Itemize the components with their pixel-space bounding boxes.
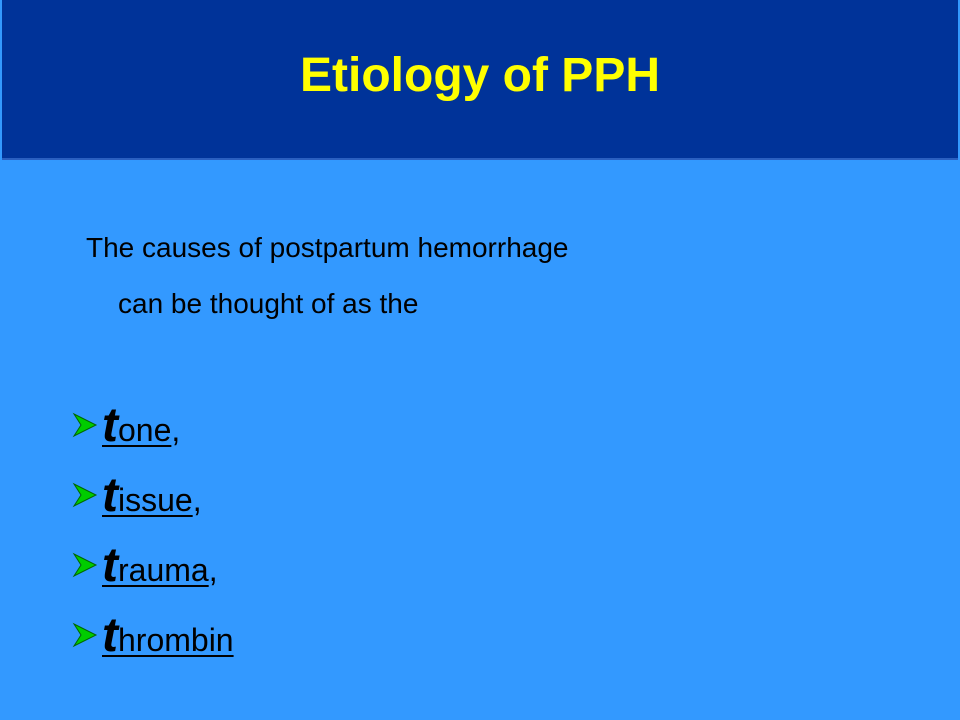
bullet-rest: one: [117, 412, 172, 448]
bullet-rest: hrombin: [117, 622, 234, 658]
bullet-word: [102, 539, 209, 592]
arrow-bullet-icon: [72, 546, 102, 586]
title-bar: [2, 0, 958, 160]
bullet-word: [102, 609, 234, 662]
bullet-list: [72, 380, 234, 660]
intro-text: [86, 220, 886, 332]
bullet-initial: t: [102, 469, 118, 522]
bullet-item-trauma: [72, 520, 234, 590]
intro-line-1: The causes of postpartum hemorrhage: [86, 232, 569, 263]
bullet-rest: rauma: [117, 552, 209, 588]
bullet-item-thrombin: [72, 590, 234, 660]
bullet-suffix: ,: [192, 482, 202, 518]
arrow-bullet-icon: [72, 476, 102, 516]
bullet-item-tone: [72, 380, 234, 450]
arrow-bullet-icon: [72, 406, 102, 446]
bullet-initial: t: [102, 609, 118, 662]
bullet-suffix: ,: [208, 552, 218, 588]
bullet-word: [102, 399, 172, 452]
arrow-bullet-icon: [72, 616, 102, 656]
bullet-initial: t: [102, 539, 118, 592]
bullet-initial: t: [102, 399, 118, 452]
slide-title: Etiology of PPH: [300, 49, 660, 102]
bullet-rest: issue: [117, 482, 193, 518]
bullet-item-tissue: [72, 450, 234, 520]
bullet-suffix: ,: [171, 412, 181, 448]
intro-line-2: can be thought of as the: [118, 288, 419, 319]
bullet-word: [102, 469, 193, 522]
